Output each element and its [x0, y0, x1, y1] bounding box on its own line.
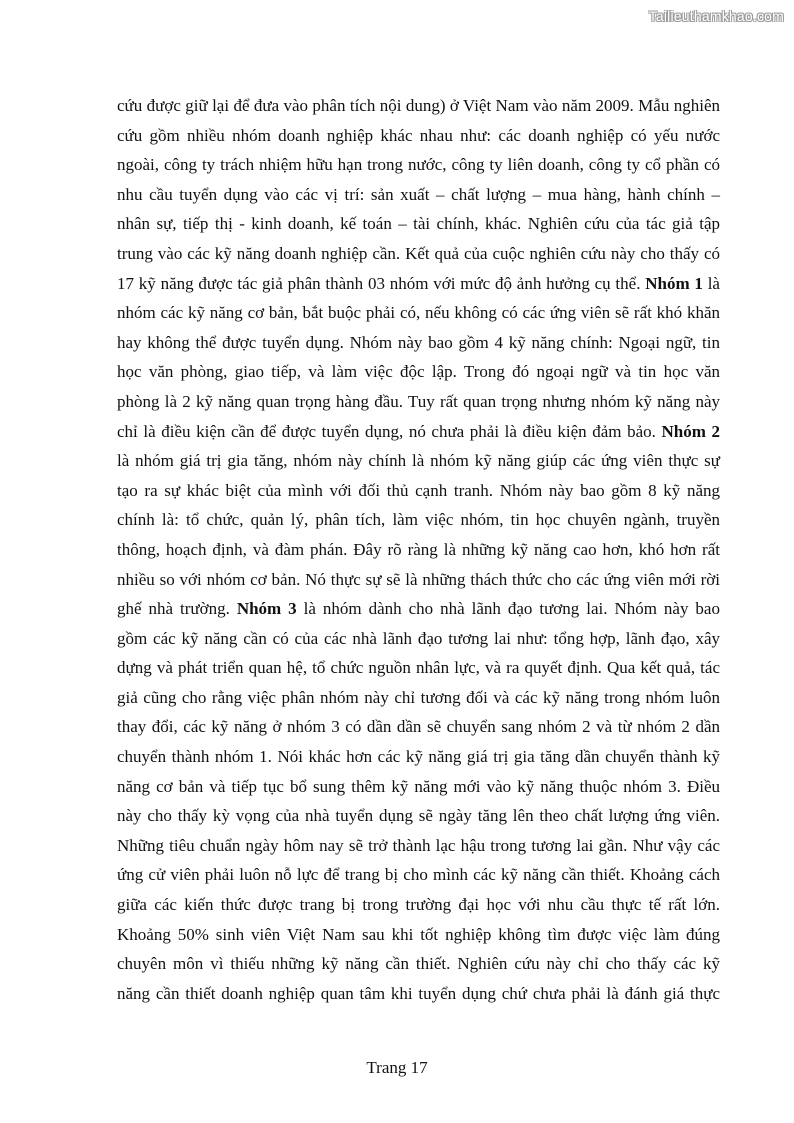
text-segment: Khoảng 50% sinh viên Việt Nam sau khi tốt nghiệp không tìm được việc làm đúng: [117, 924, 720, 944]
text-segment: giữa các kiến thức được trang bị trong trường đại học với nhu cầu thực tế rất lớn.: [117, 895, 720, 915]
text-line: [117, 446, 720, 476]
text-line: [117, 417, 720, 447]
text-segment: thay đổi, các kỹ năng ở nhóm 3 có dần dần sẽ chuyển sang nhóm 2 và từ nhóm 2 dần: [117, 717, 720, 737]
text-line: [117, 624, 720, 654]
text-line: [117, 772, 720, 802]
text-segment: là: [702, 273, 720, 293]
text-line: [117, 328, 720, 358]
text-segment: cứu được giữ lại để đưa vào phân tích nội dung) ở Việt Nam vào năm 2009. Mẫu nghiên: [117, 96, 720, 115]
text-segment: tạo ra sự khác biệt của mình với đối thủ cạnh tranh. Nhóm này bao gồm 8 kỹ năng: [117, 480, 720, 500]
text-segment: dựng và phát triển quan hệ, tổ chức nguồn nhân lực, và ra quyết định. Qua kết quả, tác: [117, 658, 720, 678]
text-segment: hay không thể được tuyển dụng. Nhóm này bao gồm 4 kỹ năng chính: Ngoại ngữ, tin: [117, 332, 720, 352]
text-line: [117, 535, 720, 565]
text-segment: thông, hoạch định, và đàm phán. Đây rõ ràng là những kỹ năng cao hơn, khó hơn rất: [117, 539, 720, 559]
text-segment: nhân sự, tiếp thị - kinh doanh, kế toán – tài chính, khác. Nghiên cứu của tác giả tập: [117, 214, 720, 234]
text-line: [117, 150, 720, 180]
text-line: [117, 121, 720, 151]
text-line: [117, 505, 720, 535]
text-segment: chuyển thành nhóm 1. Nói khác hơn các kỹ năng giá trị gia tăng dần chuyển thành kỹ: [117, 747, 720, 767]
text-segment: nhu cầu tuyển dụng vào các vị trí: sản xuất – chất lượng – mua hàng, hành chính –: [117, 184, 720, 204]
text-line: [117, 387, 720, 417]
text-segment: chỉ là điều kiện cần để được tuyển dụng, nó chưa phải là điều kiện đảm bảo.: [117, 421, 662, 441]
bold-phrase: Nhóm 3: [236, 599, 297, 619]
text-segment: Những tiêu chuẩn ngày hôm nay sẽ trở thành lạc hậu trong tương lai gần. Như vậy các: [117, 835, 720, 855]
text-line: [117, 594, 720, 624]
text-segment: học văn phòng, giao tiếp, và làm việc độc lập. Trong đó ngoại ngữ và tin học văn: [117, 362, 720, 382]
text-line: [117, 357, 720, 387]
text-segment: là nhóm giá trị gia tăng, nhóm này chính là nhóm kỹ năng giúp các ứng viên thực sự: [117, 451, 720, 471]
text-segment: là nhóm dành cho nhà lãnh đạo tương lai. Nhóm này bao: [296, 599, 720, 619]
text-segment: năng cần thiết doanh nghiệp quan tâm khi tuyển dụng chứ chưa phải là đánh giá thực: [117, 983, 720, 1003]
text-segment: nhóm các kỹ năng cơ bản, bắt buộc phải có, nếu không có các ứng viên sẽ rất khó khăn: [117, 303, 720, 323]
text-segment: ứng cử viên phải luôn nỗ lực để trang bị cho mình các kỹ năng cần thiết. Khoảng cách: [117, 865, 720, 885]
text-line: [117, 860, 720, 890]
text-segment: chuyên môn vì thiếu những kỹ năng cần thiết. Nghiên cứu này chỉ cho thấy các kỹ: [117, 954, 720, 974]
text-segment: nhiều so với nhóm cơ bản. Nó thực sự sẽ là những thách thức cho các ứng viên mới rời: [117, 569, 720, 589]
text-line: [117, 712, 720, 742]
text-line: [117, 269, 720, 299]
text-segment: 17 kỹ năng được tác giả phân thành 03 nhóm với mức độ ảnh hưởng cụ thể.: [117, 273, 646, 293]
text-line: [117, 298, 720, 328]
text-segment: cứu gồm nhiều nhóm doanh nghiệp khác nhau như: các doanh nghiệp có yếu nước: [117, 125, 720, 145]
watermark: Tailieuthamkhao.com: [648, 8, 784, 24]
text-segment: này cho thấy kỳ vọng của nhà tuyển dụng sẽ ngày tăng lên theo chất lượng ứng viên.: [117, 806, 720, 826]
text-line: [117, 653, 720, 683]
text-line: [117, 831, 720, 861]
page-number: Trang 17: [366, 1058, 428, 1077]
text-line: [117, 209, 720, 239]
text-segment: năng cơ bản và tiếp tục bổ sung thêm kỹ năng mới vào kỹ năng thuộc nhóm 3. Điều: [117, 776, 720, 796]
text-line: [117, 979, 720, 1009]
text-line: [117, 742, 720, 772]
text-segment: ngoài, công ty trách nhiệm hữu hạn trong nước, công ty liên doanh, công ty cổ phần có: [117, 155, 720, 175]
body-text: [117, 91, 720, 1008]
text-line: [117, 91, 720, 121]
text-line: [117, 801, 720, 831]
text-segment: gồm các kỹ năng cần có của các nhà lãnh đạo tương lai như: tổng hợp, lãnh đạo, xây: [117, 628, 720, 648]
text-line: [117, 920, 720, 950]
text-line: [117, 180, 720, 210]
text-line: [117, 683, 720, 713]
text-segment: giả cũng cho rằng việc phân nhóm này chỉ tương đối và các kỹ năng trong nhóm luôn: [117, 687, 720, 707]
bold-phrase: Nhóm 2: [661, 421, 720, 441]
text-line: [117, 949, 720, 979]
text-line: [117, 239, 720, 269]
text-segment: phòng là 2 kỹ năng quan trọng hàng đầu. Tuy rất quan trọng nhưng nhóm kỹ năng này: [117, 391, 720, 411]
text-line: [117, 476, 720, 506]
text-segment: trung vào các kỹ năng doanh nghiệp cần. Kết quả của cuộc nghiên cứu này cho thấy có: [117, 243, 720, 263]
bold-phrase: Nhóm 1: [645, 273, 703, 293]
text-segment: ghế nhà trường.: [117, 599, 237, 619]
text-segment: chính là: tổ chức, quản lý, phân tích, làm việc nhóm, tin học chuyên ngành, truyền: [117, 510, 720, 530]
text-line: [117, 890, 720, 920]
text-line: [117, 565, 720, 595]
